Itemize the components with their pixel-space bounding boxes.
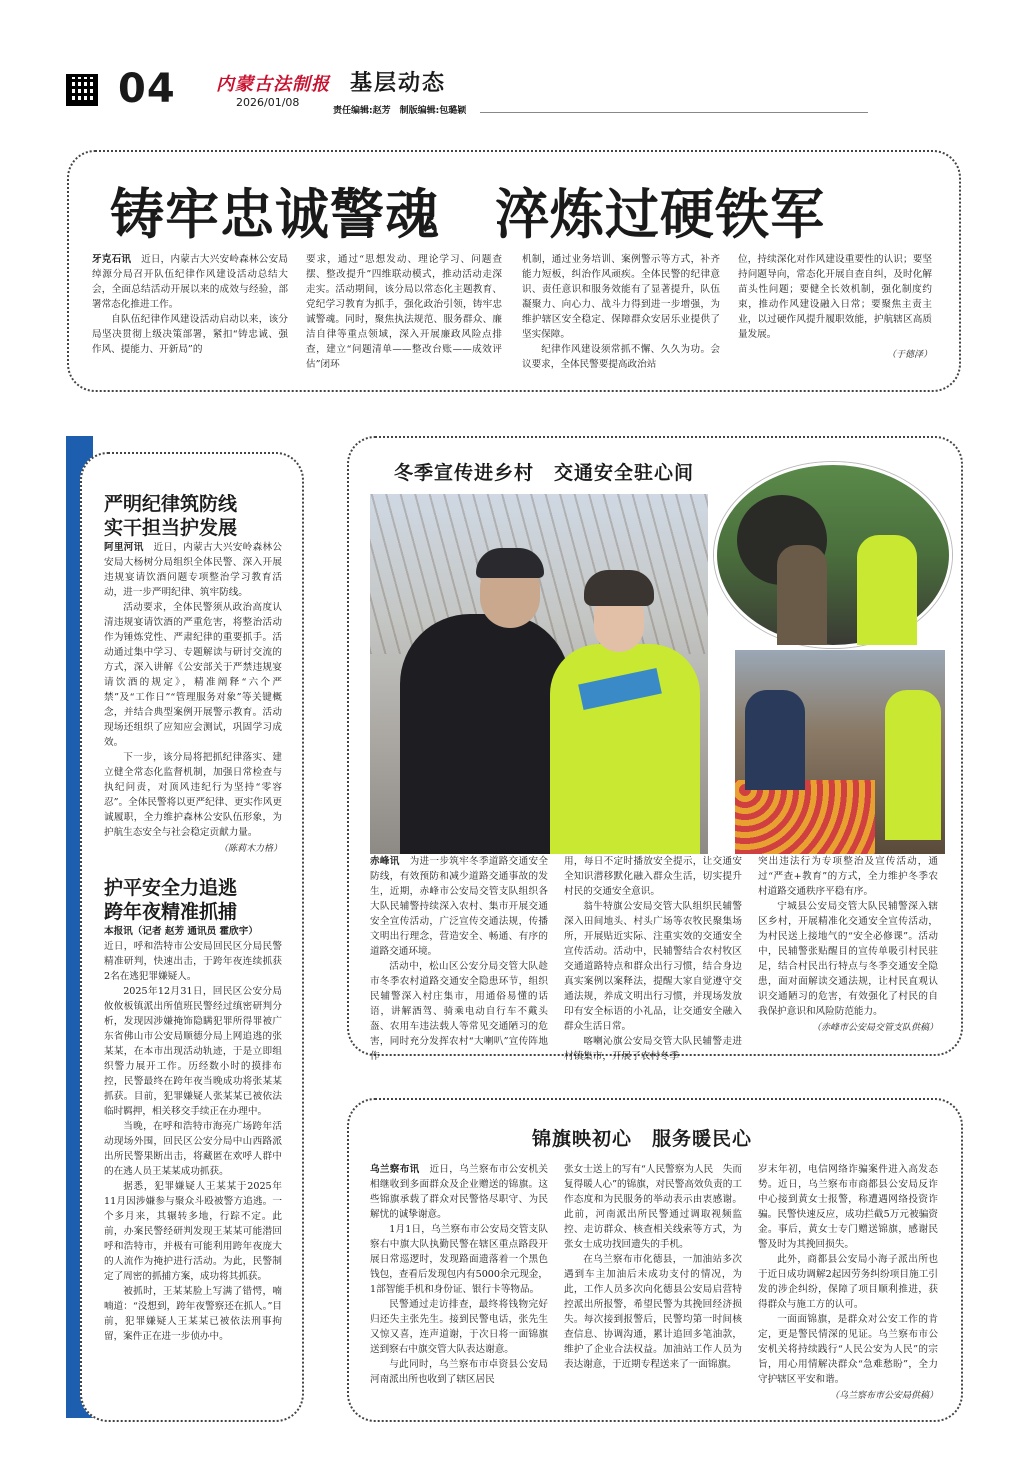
article-text: 活动中，松山区公安分局交管大队趁市冬季农村道路交通安全隐患环节，组织民辅警深入村庄集市，用通俗易懂的话语，讲解酒驾、骑乘电动自行车不戴头盔、农用车违法载人等常见交通陋习的危害，同时充分发挥农村“大喇叭”宣传阵地作 — [370, 961, 548, 1062]
article-text: 张女士送上的写有“人民警察为人民 失而复得暖人心”的锦旗，对民警高效负责的工作态度和为民服务的举动表示由衷感谢。此前，河南派出所民警通过调取视频监控、走访群众、核查相关线索等方式，为张女士成功找回遗失的手机。 — [564, 1164, 742, 1250]
article-text: 活动要求，全体民警须从政治高度认清违规宴请饮酒的严重危害，将整治活动作为锤炼党性、严肃纪律的重要抓手。活动通过集中学习、专题解读与研讨交流的方式，深入讲解《公安部关于严禁违规宴请饮酒的规定》，精准阐释“六个严禁”及“工作日”“管理服务对象”等关键概念，并结合典型案例开展警示教育。活动现场还组织了应知应会测试，巩固学习成效。 — [104, 602, 282, 748]
feature-1-col-2 — [564, 854, 742, 1062]
lead-col-2 — [306, 252, 502, 372]
feature-1-col-1 — [370, 854, 548, 1062]
feature-1-col-3 — [758, 854, 938, 1040]
photo-vendor — [745, 690, 805, 790]
qr-code — [66, 74, 98, 106]
article-text: 翁牛特旗公安局交管大队组织民辅警深入田间地头、村头广场等农牧民聚集场所，开展贴近实际、注重实效的交通安全宣传活动。活动中，民辅警结合农村牧区交通道路特点和群众出行习惯，结合身边真实案例以案释法，提醒大家自觉遵守交通法规，养成文明出行习惯，并现场发放印有安全标语的小礼品，让交通安全融入群众生活日常。 — [564, 901, 742, 1032]
photo-officer-vest — [857, 535, 917, 645]
issue-date: 2026/01/08 — [236, 96, 300, 109]
article-text: 近日，呼和浩特市公安局回民区分局民警精准研判，快速出击，于跨年夜连续抓获2名在逃犯罪嫌疑人。 — [104, 941, 282, 982]
headline-line: 严明纪律筑防线 — [104, 493, 238, 515]
paper-name: 内蒙古法制报 — [216, 74, 330, 95]
page-number: 04 — [118, 66, 176, 112]
feature-2-col-3 — [758, 1162, 938, 1408]
feature-2-col-1 — [370, 1162, 548, 1408]
feature-2-col-2 — [564, 1162, 742, 1408]
section-title: 基层动态 — [350, 70, 447, 96]
lead-text: 机制，通过业务培训、案例警示等方式，补齐能力短板，纠治作风顽疾。全体民警的纪律意识、责任意识和服务效能有了显著提升，队伍凝聚力、向心力、战斗力得到进一步增强，为维护辖区安全稳定、保障群众安居乐业提供了坚实保障。 — [522, 254, 720, 340]
headline-line: 护平安全力追逃 — [104, 877, 238, 899]
lead-col-1 — [92, 252, 288, 372]
article-text: 下一步，该分局将把抓纪律落实、建立健全常态化监督机制，加强日常检查与执纪问责，对顶风违纪行为坚持“零容忍”。全体民警将以更严纪律、更实作风更诚履职，全力维护森林公安队伍形象，为护航生态安全与社会稳定贡献力量。 — [104, 752, 282, 838]
article-text: 突出违法行为专项整治及宣传活动，通过“严查+教育”的方式，全力维护冬季农村道路交通秩序平稳有序。 — [758, 856, 938, 897]
article-text: 岁末年初，电信网络诈骗案件进入高发态势。近日，乌兰察布市商都县公安局反诈中心接到黄女士报警，称遭遇网络投资诈骗。民警快速反应，成功拦截5万元被骗资金。事后，黄女士专门赠送锦旗，感谢民警及时为其挽回损失。 — [758, 1164, 938, 1250]
headline-line: 实干担当护发展 — [104, 517, 238, 539]
lead-text: 近日，内蒙古大兴安岭森林公安局绰源分局召开队伍纪律作风建设活动总结大会，全面总结活动开展以来的成效与经验，部署常态化推进工作。 — [92, 254, 289, 310]
photo-tractor-visit — [714, 462, 952, 648]
sidebar-2-headline — [104, 876, 237, 924]
article-text: 民警通过走访排查，最终将钱物完好归还失主张先生。接到民警电话，张先生又惊又喜，连声道谢，于次日将一面锦旗送到察右中旗交管大队表达谢意。 — [370, 1299, 548, 1355]
lead-text: 纪律作风建设须常抓不懈、久久为功。会议要求，全体民警要提高政治站 — [522, 344, 720, 370]
article-text: 用，每日不定时播放安全提示，让交通安全知识潜移默化融入群众生活，切实提升村民的交通安全意识。 — [564, 856, 742, 897]
article-text: 1月1日，乌兰察布市公安局交管支队察右中旗大队执勤民警在辖区重点路段开展日常巡逻时，发现路面遗落着一个黑色钱包，查看后发现包内有5000余元现金，1部智能手机和身份证、银行卡等物品。 — [370, 1224, 548, 1295]
sidebar-2-byline: 本报讯（记者 赵芳 通讯员 霍欣宇） — [104, 926, 258, 937]
article-text: 2025年12月31日，回民区公安分局攸攸板镇派出所值班民警经过缜密研判分析，发现因涉嫌掩饰隐瞒犯罪所得罪被广东省佛山市公安局顺德分局上网追逃的张某某，在本市出现活动轨迹，于是立即组织警力展开工作。历经数小时的摸排布控，民警最终在跨年夜当晚成功将张某某抓获。目前，犯罪嫌疑人张某某已被依法临时羁押，相关移交手续正在办理中。 — [104, 986, 282, 1117]
article-text: 此外，商都县公安局小海子派出所也于近日成功调解2起因劳务纠纷项目施工引发的涉企纠纷，保障了项目顺利推进，获得群众与施工方的认可。 — [758, 1254, 938, 1310]
article-text: 喀喇沁旗公安局交管大队民辅警走进村镇集市，开展了农村冬季 — [564, 1036, 742, 1062]
lead-dateline: 牙克石讯 — [92, 254, 132, 265]
feature-1-headline: 冬季宣传进乡村 交通安全驻心间 — [394, 462, 695, 484]
feature-2-headline: 锦旗映初心 服务暖民心 — [532, 1128, 753, 1150]
lead-credit: （于德泽） — [886, 350, 932, 360]
lead-text: 位，持续深化对作风建设重要性的认识；要坚持问题导向，常态化开展自查自纠，及时化解苗头性问题；要健全长效机制，强化制度约束，推动作风建设融入日常；要聚焦主责主业，以过硬作风提升履职效能，护航辖区高质量发展。 — [738, 254, 932, 340]
photo-officer-hat — [584, 570, 654, 606]
feature-1-credit: （赤峰市公安局交管支队供稿） — [811, 1023, 938, 1033]
photo-leaflet-handout — [370, 494, 708, 854]
photo-officer-vest — [885, 690, 941, 840]
header-rule — [480, 112, 868, 113]
article-text: 一面面锦旗，是群众对公安工作的肯定，更是警民情深的见证。乌兰察布市公安机关将持续践行“人民公安为人民”的宗旨，用心用情解决群众“急难愁盼”，全力守护辖区平安和谐。 — [758, 1314, 938, 1385]
sidebar-1-dateline: 阿里河讯 — [104, 542, 144, 553]
lead-headline: 铸牢忠诚警魂 淬炼过硬铁军 — [110, 182, 825, 246]
article-text: 当晚，在呼和浩特市海亮广场跨年活动现场外围，回民区公安分局中山西路派出所民警果断出击，将藏匿在欢呼人群中的在逃人员王某某成功抓获。 — [104, 1121, 282, 1177]
sidebar-1-body — [104, 540, 282, 856]
sidebar-2-body — [104, 924, 282, 1396]
article-text: 被抓时，王某某脸上写满了错愕，喃喃道：“没想到，跨年夜警察还在抓人。”目前，犯罪嫌疑人王某某已被依法刑事拘留，案件正在进一步侦办中。 — [104, 1286, 282, 1342]
headline-line: 跨年夜精准抓捕 — [104, 901, 238, 923]
editor-credits: 责任编辑:赵芳 制版编辑:包璐颖 — [333, 106, 467, 116]
photo-farmer — [777, 545, 827, 645]
sidebar-1-credit: （陈莉木力格） — [218, 844, 282, 854]
lead-text: 自队伍纪律作风建设活动启动以来，该分局坚决贯彻上级决策部署，紧扣“铸忠诚、强作风、提能力、开新局”的 — [92, 314, 288, 355]
lead-col-4 — [738, 252, 932, 372]
sidebar-1-headline — [104, 492, 237, 540]
photo-market-stall — [735, 650, 945, 854]
lead-text: 要求，通过“思想发动、理论学习、问题查摆、整改提升”四维联动模式，推动活动走深走实。活动期间，该分局以常态化主题教育、党纪学习教育为抓手，强化政治引领，铸牢忠诚警魂。同时，聚焦执法规范、服务群众、廉洁自律等重点领域，深入开展廉政风险点排查，建立“问题清单——整改台账——成效评估”闭环 — [306, 254, 502, 370]
photo-hat — [476, 548, 544, 578]
feature-2-credit: （乌兰察布市公安局供稿） — [829, 1391, 938, 1401]
article-text: 宁城县公安局交管大队民辅警深入辖区乡村，开展精准化交通安全宣传活动，为村民送上接地气的“安全必修课”。活动中，民辅警张贴醒目的宣传单吸引村民驻足，结合村民出行特点与冬季交通安全隐患，面对面解读交通法规，让村民直观认识交通陋习的危害，有效强化了村民的自我保护意识和风险防范能力。 — [758, 901, 938, 1017]
article-text: 近日，内蒙古大兴安岭森林公安局大杨树分局组织全体民警、深入开展违规宴请饮酒问题专项整治学习教育活动，进一步严明纪律、筑牢防线。 — [104, 542, 282, 598]
lead-col-3 — [522, 252, 720, 372]
feature-1-dateline: 赤峰讯 — [370, 856, 400, 867]
article-text: 与此同时，乌兰察布市卓资县公安局河南派出所也收到了辖区居民 — [370, 1359, 548, 1385]
feature-2-dateline: 乌兰察布讯 — [370, 1164, 420, 1175]
article-text: 近日，乌兰察布市公安机关相继收到多面群众及企业赠送的锦旗。这些锦旗承载了群众对民警恪尽职守、为民解忧的诚挚谢意。 — [370, 1164, 548, 1220]
photo-person-black-coat — [400, 614, 570, 854]
article-text: 为进一步筑牢冬季道路交通安全防线，有效预防和减少道路交通事故的发生，近期，赤峰市公安局交管支队组织各大队民辅警持续深入农村、集市开展交通安全宣传活动，广泛宣传交通法规，传播文明出行理念，营造安全、畅通、有序的道路交通环境。 — [370, 856, 548, 957]
photo-fruit — [735, 780, 875, 854]
article-text: 据悉，犯罪嫌疑人王某某于2025年11月因涉嫌参与聚众斗殴被警方追逃。一个多月来，其辗转多地，行踪不定。此前，办案民警经研判发现王某某可能潜回呼和浩特市，并极有可能利用跨年夜庞大的人流作为掩护进行活动。为此，民警制定了周密的抓捕方案，成功将其抓获。 — [104, 1181, 282, 1282]
article-text: 在乌兰察布市化德县，一加油站多次遇到车主加油后未成功支付的情况，为此，工作人员多次向化德县公安局启营特控派出所报警，希望民警为其挽回经济损失。每次接到报警后，民警均第一时间核查信息、协调沟通，累计追回多笔油款，维护了企业合法权益。加油站工作人员为表达谢意，于近期专程送来了一面锦旗。 — [564, 1254, 742, 1370]
